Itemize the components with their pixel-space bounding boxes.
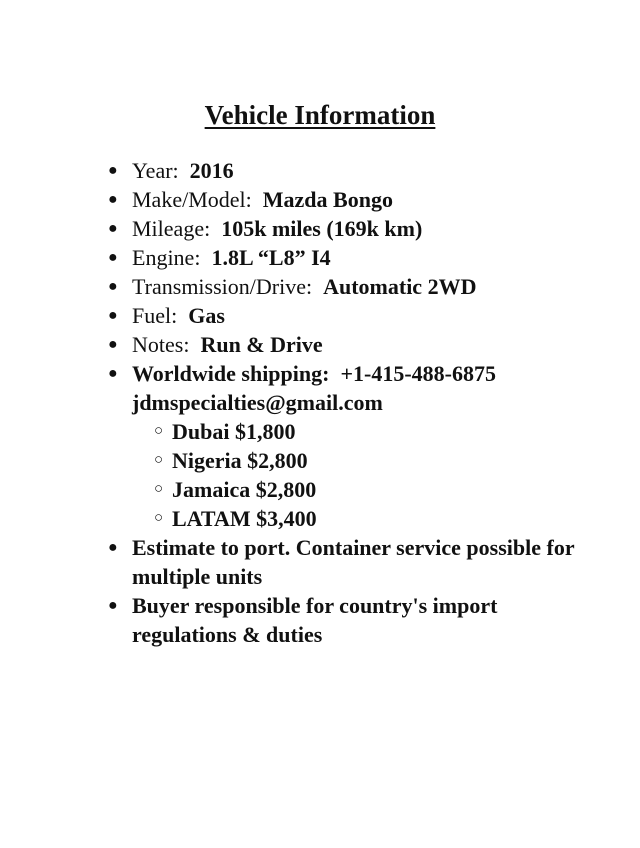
spec-item-make-model — [108, 185, 588, 214]
spec-value: Automatic 2WD — [323, 274, 477, 299]
bullet-icon: ● — [108, 162, 118, 179]
bullet-icon: ● — [108, 307, 118, 324]
destination-item-dubai — [154, 417, 588, 446]
note-item-estimate — [108, 533, 588, 591]
note-text: Estimate to port. Container service possible for multiple units — [132, 535, 575, 589]
shipping-label: Worldwide shipping: — [132, 361, 330, 386]
destination-item-jamaica — [154, 475, 588, 504]
spec-value: 105k miles (169k km) — [221, 216, 423, 241]
spec-value: Mazda Bongo — [262, 187, 393, 212]
destination-name: Jamaica — [172, 477, 251, 502]
bullet-icon: ● — [108, 249, 118, 266]
spec-label: Make/Model: — [132, 187, 252, 212]
bullet-icon: ● — [108, 191, 118, 208]
spec-label: Mileage: — [132, 216, 211, 241]
destination-name: Nigeria — [172, 448, 242, 473]
destination-price: $2,800 — [255, 477, 317, 502]
bullet-icon: ● — [108, 365, 118, 382]
spec-item-transmission — [108, 272, 588, 301]
spec-value: 2016 — [189, 158, 234, 183]
circle-bullet-icon: ○ — [154, 452, 164, 468]
destination-name: Dubai — [172, 419, 230, 444]
destination-name: LATAM — [172, 506, 251, 531]
destination-price: $1,800 — [234, 419, 296, 444]
spec-value: Run & Drive — [200, 332, 323, 357]
spec-item-year — [108, 156, 588, 185]
bullet-icon: ● — [108, 539, 118, 556]
note-text: Buyer responsible for country's import regulations & duties — [132, 593, 498, 647]
spec-value: 1.8L “L8” I4 — [211, 245, 331, 270]
destination-price: $2,800 — [247, 448, 308, 473]
note-item-buyer-responsibility — [108, 591, 588, 649]
shipping-item — [108, 359, 588, 533]
spec-label: Engine: — [132, 245, 201, 270]
spec-label: Notes: — [132, 332, 190, 357]
page-title: Vehicle Information — [204, 100, 436, 130]
shipping-email[interactable]: jdmspecialties@gmail.com — [132, 390, 383, 415]
spec-item-mileage — [108, 214, 588, 243]
spec-item-engine — [108, 243, 588, 272]
destination-item-latam — [154, 504, 588, 533]
circle-bullet-icon: ○ — [154, 481, 164, 497]
spec-item-fuel — [108, 301, 588, 330]
destination-item-nigeria — [154, 446, 588, 475]
vehicle-info-list — [108, 156, 588, 649]
destination-list — [132, 417, 588, 533]
spec-label: Fuel: — [132, 303, 178, 328]
bullet-icon: ● — [108, 336, 118, 353]
circle-bullet-icon: ○ — [154, 423, 164, 439]
shipping-phone[interactable]: +1-415-488-6875 — [340, 361, 496, 386]
spec-label: Year: — [132, 158, 179, 183]
bullet-icon: ● — [108, 220, 118, 237]
circle-bullet-icon: ○ — [154, 510, 164, 526]
spec-value: Gas — [188, 303, 225, 328]
destination-price: $3,400 — [256, 506, 317, 531]
bullet-icon: ● — [108, 278, 118, 295]
bullet-icon: ● — [108, 597, 118, 614]
spec-label: Transmission/Drive: — [132, 274, 313, 299]
spec-item-notes — [108, 330, 588, 359]
